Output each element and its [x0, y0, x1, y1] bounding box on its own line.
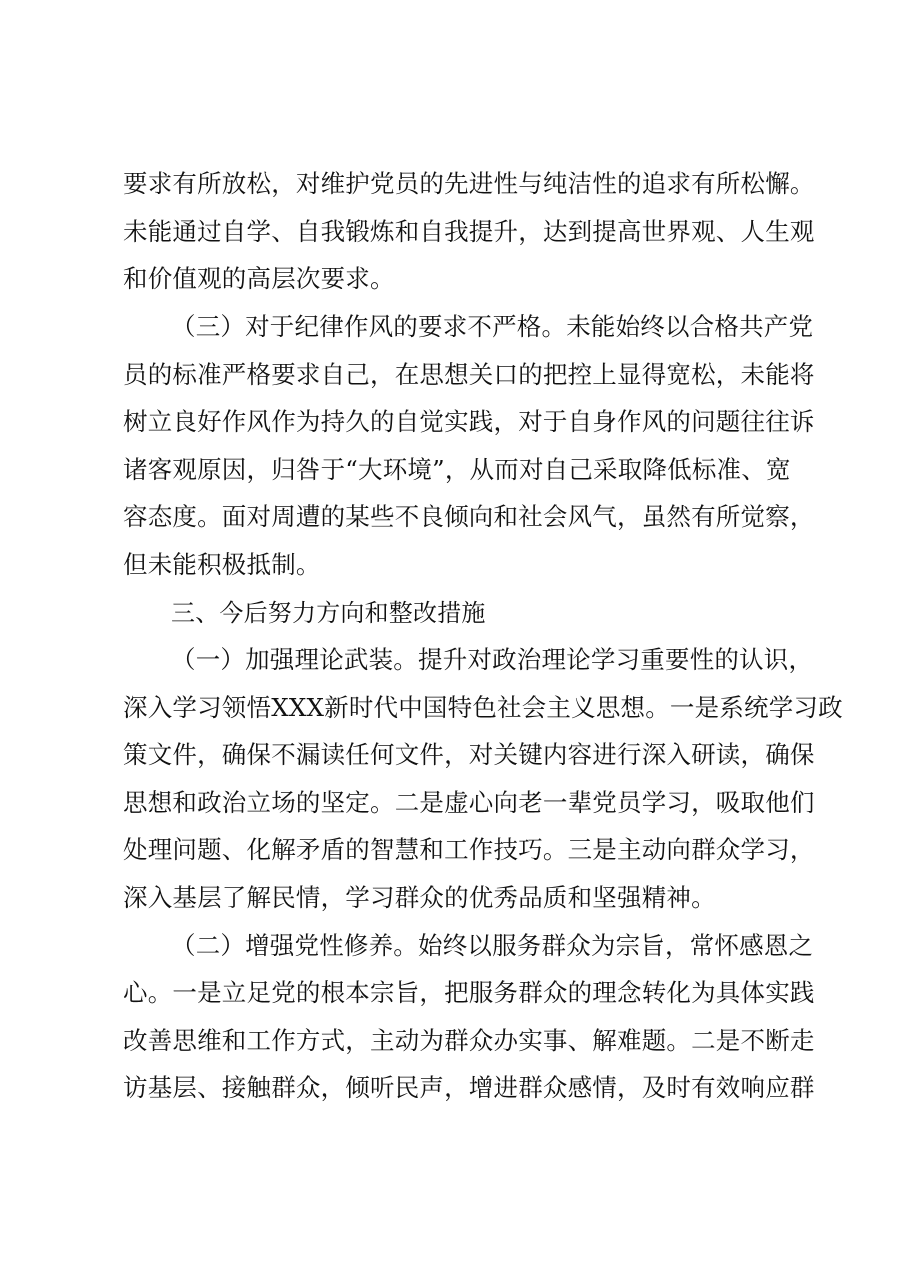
text-line-12: 深入学习领悟XXX新时代中国特色社会主义思想。一是系统学习政 — [123, 693, 843, 722]
text-line-19: 改善思维和工作方式，主动为群众办实事、解难题。二是不断走 — [123, 1026, 815, 1055]
text-line-6: 树立良好作风作为持久的自觉实践，对于自身作风的问题往往诉 — [123, 407, 815, 436]
paragraph-three-start: （三）对于纪律作风的要求不严格。未能始终以合格共产党 — [171, 312, 814, 341]
text-line-3: 和价值观的高层次要求。 — [123, 264, 395, 293]
text-line-18: 心。一是立足党的根本宗旨，把服务群众的理念转化为具体实践 — [123, 978, 815, 1007]
text-line-14: 思想和政治立场的坚定。二是虚心向老一辈党员学习，吸取他们 — [123, 788, 815, 817]
text-line-16: 深入基层了解民情，学习群众的优秀品质和坚强精神。 — [123, 883, 716, 912]
text-line-7: 诸客观原因，归咎于“大环境”，从而对自己采取降低标准、宽 — [123, 455, 791, 484]
text-line-5: 员的标准严格要求自己，在思想关口的把控上显得宽松，未能将 — [123, 360, 815, 389]
text-line-20: 访基层、接触群众，倾听民声，增进群众感情，及时有效响应群 — [123, 1073, 815, 1102]
section-heading: 三、今后努力方向和整改措施 — [171, 599, 486, 627]
text-line-13: 策文件，确保不漏读任何文件，对关键内容进行深入研读，确保 — [123, 740, 815, 769]
text-line-2: 未能通过自学、自我锻炼和自我提升，达到提高世界观、人生观 — [123, 217, 815, 246]
text-line-9: 但未能积极抵制。 — [123, 550, 321, 579]
text-line-1: 要求有所放松，对维护党员的先进性与纯洁性的追求有所松懈。 — [123, 169, 815, 198]
paragraph-two-start: （二）增强党性修养。始终以服务群众为宗旨，常怀感恩之 — [171, 931, 814, 960]
paragraph-one-start: （一）加强理论武装。提升对政治理论学习重要性的认识， — [171, 645, 814, 674]
text-line-8: 容态度。面对周遭的某些不良倾向和社会风气，虽然有所觉察， — [123, 502, 815, 531]
text-line-15: 处理问题、化解矛盾的智慧和工作技巧。三是主动向群众学习， — [123, 835, 815, 864]
